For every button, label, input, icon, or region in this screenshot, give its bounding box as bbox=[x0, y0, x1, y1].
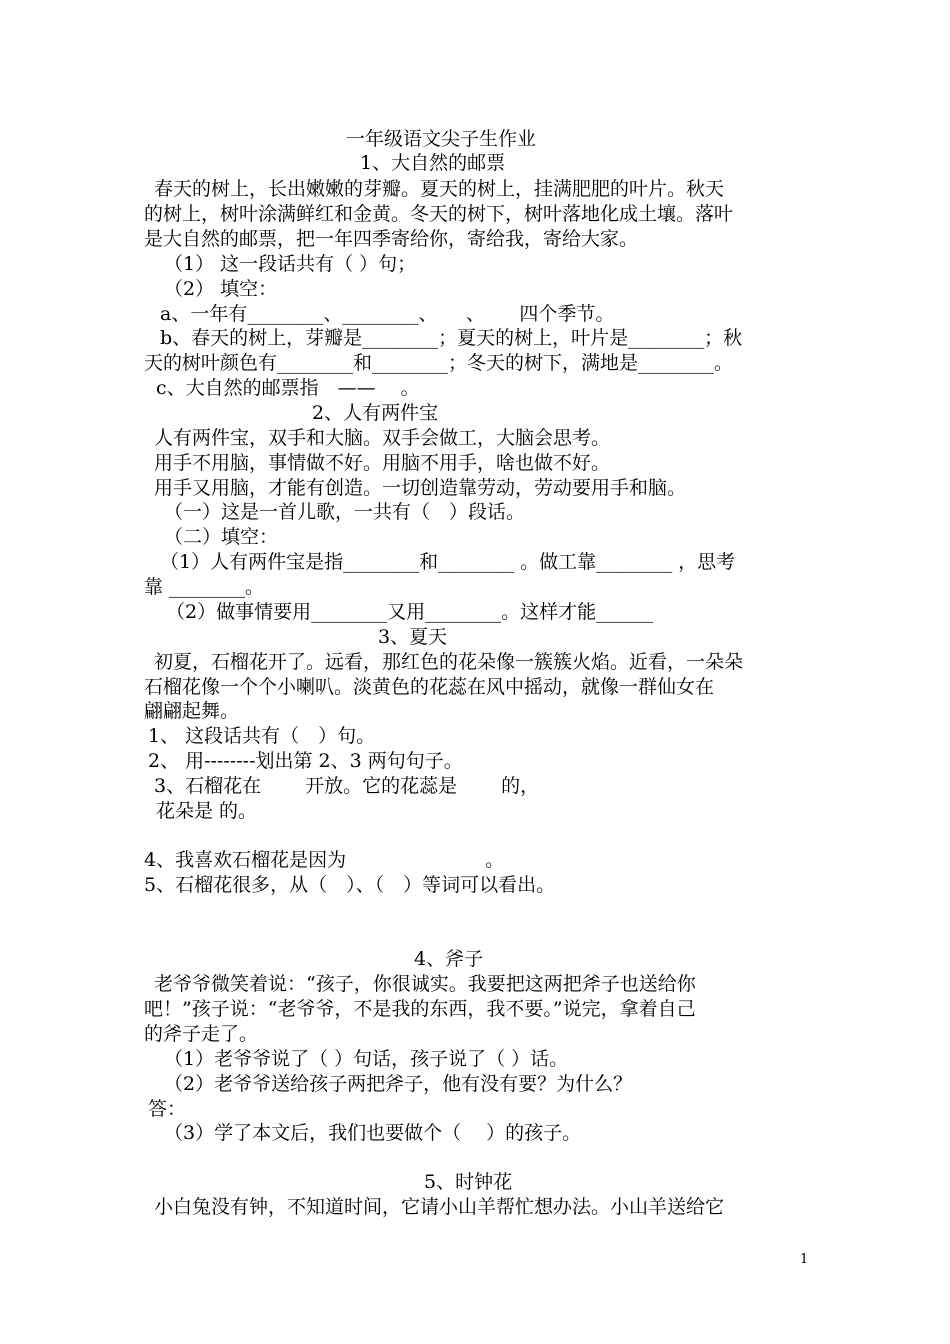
paragraph-line: 初夏，石榴花开了。远看，那红色的花朵像一簇簇火焰。近看，一朵朵 bbox=[154, 651, 744, 673]
question: 3、石榴花在 开放。它的花蕊是 的， bbox=[154, 775, 540, 797]
question: （2） 填空： bbox=[164, 278, 278, 300]
question: 天的树叶颜色有________和________；冬天的树下，满地是________。 bbox=[144, 352, 734, 374]
poem-line: 人有两件宝，双手和大脑。双手会做工，大脑会思考。 bbox=[154, 427, 611, 449]
poem-line: 用手又用脑，才能有创造。一切创造靠劳动，劳动要用手和脑。 bbox=[154, 477, 687, 499]
question: 靠 ________。 bbox=[144, 576, 265, 598]
question: （2）老爷爷送给孩子两把斧子，他有没有要？为什么？ bbox=[164, 1073, 633, 1095]
paragraph-line: 是大自然的邮票，把一年四季寄给你，寄给我，寄给大家。 bbox=[144, 228, 639, 250]
question: 4、我喜欢石榴花是因为 。 bbox=[144, 849, 505, 871]
section-heading: 3、夏天 bbox=[378, 626, 448, 648]
paragraph-line: 石榴花像一个个小喇叭。淡黄色的花蕊在风中摇动，就像一群仙女在 bbox=[144, 676, 715, 698]
question: （1） 这一段话共有（ ）句； bbox=[164, 253, 417, 275]
question: （二）填空： bbox=[164, 526, 279, 548]
paragraph-line: 的树上，树叶涂满鲜红和金黄。冬天的树下，树叶落地化成土壤。落叶 bbox=[144, 203, 734, 225]
question: （1）老爷爷说了（ ）句话，孩子说了（ ）话。 bbox=[164, 1048, 569, 1070]
paragraph-line: 小白兔没有钟，不知道时间，它请小山羊帮忙想办法。小山羊送给它 bbox=[154, 1196, 725, 1218]
answer-label: 答： bbox=[148, 1098, 187, 1120]
page-number: 1 bbox=[800, 1252, 809, 1267]
question: 2、 用--------划出第 2、3 两句句子。 bbox=[148, 750, 463, 772]
poem-line: 用手不用脑，事情做不好。用脑不用手，啥也做不好。 bbox=[154, 452, 611, 474]
question: 5、石榴花很多，从（ ）、（ ）等词可以看出。 bbox=[144, 874, 556, 896]
question: （3）学了本文后，我们也要做个（ ）的孩子。 bbox=[164, 1122, 582, 1144]
document-title: 一年级语文尖子生作业 bbox=[346, 128, 537, 150]
question: 1、 这段话共有（ ）句。 bbox=[148, 725, 376, 747]
question: b、春天的树上，芽瓣是________；夏天的树上，叶片是________；秋 bbox=[160, 327, 743, 349]
question: c、大自然的邮票指 —— 。 bbox=[156, 377, 420, 399]
paragraph-line: 翩翩起舞。 bbox=[144, 700, 240, 722]
section-heading: 4、斧子 bbox=[414, 948, 484, 970]
question: （一）这是一首儿歌，一共有（ ）段话。 bbox=[164, 501, 526, 523]
question: a、一年有________、________、 、 四个季节。 bbox=[160, 303, 615, 325]
section-heading: 1、大自然的邮票 bbox=[360, 152, 506, 174]
paragraph-line: 吧！”孩子说：“老爷爷，不是我的东西，我不要。”说完，拿着自己 bbox=[144, 998, 696, 1020]
paragraph-line: 的斧子走了。 bbox=[144, 1023, 259, 1045]
section-heading: 2、人有两件宝 bbox=[312, 402, 439, 424]
question: （1）人有两件宝是指________和________ 。做工靠________ ，思考 bbox=[160, 551, 736, 573]
question: （2）做事情要用________又用________。这样才能______ bbox=[166, 601, 654, 623]
paragraph-line: 春天的树上，长出嫩嫩的芽瓣。夏天的树上，挂满肥肥的叶片。秋天 bbox=[154, 178, 725, 200]
question: 花朵是 的。 bbox=[156, 800, 258, 822]
paragraph-line: 老爷爷微笑着说：“孩子，你很诚实。我要把这两把斧子也送给你 bbox=[154, 973, 696, 995]
section-heading: 5、时钟花 bbox=[424, 1171, 513, 1193]
